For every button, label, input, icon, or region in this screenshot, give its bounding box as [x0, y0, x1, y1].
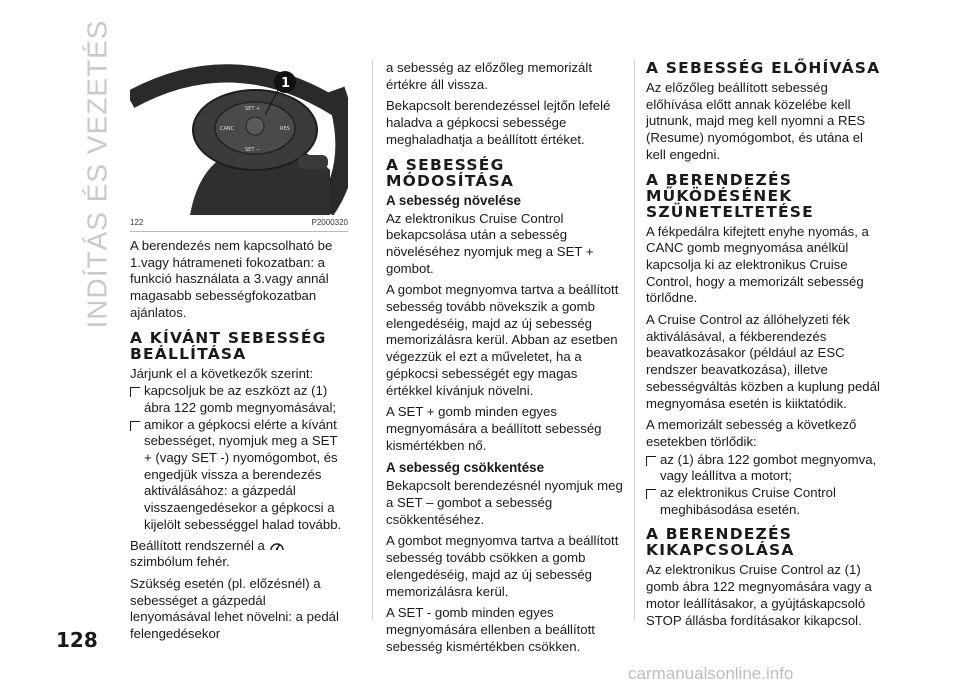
bullet-text: kapcsoljuk be az eszközt az (1) ábra 122 gomb megnyomásával;	[144, 383, 337, 415]
canc-label: CANC	[220, 126, 235, 132]
heading-setting-speed: A KÍVÁNT SEBESSÉG BEÁLLÍTÁSA	[130, 328, 327, 363]
increase-paragraph-2: A gombot megnyomva tartva a beállított sebesség tovább növekszik a gomb elengedéséig, majd az új sebesség memorizálásra kerül. Abban az esetben végezzük el ezt a műveletet, ha a gépkocsi sebességét egy magas értékkel kívánjuk növelni.	[386, 282, 619, 398]
bullet-text: amikor a gépkocsi elérte a kívánt sebességet, nyomjuk meg a SET + (vagy SET -) nyomógombot, és engedjük vissza a berendezés aktiválásához: a gázpedál visszaengedésekor a gépkocsi a kijelölt sebességgel halad tovább.	[144, 416, 342, 532]
continued-paragraph: a sebesség az előzőleg memorizált értékre áll vissza.	[386, 60, 592, 92]
column-1	[130, 60, 348, 648]
overtake-paragraph: Szükség esetén (pl. előzésnél) a sebességet a gázpedál lenyomásával lehet növelni: a pedál felengedésekor	[130, 575, 339, 642]
bullet-text: az elektronikus Cruise Control meghibásodása esetén.	[660, 485, 836, 517]
list-item	[646, 485, 886, 518]
list-item	[130, 417, 348, 534]
downhill-paragraph: Bekapcsolt berendezéssel lejtőn lefelé haladva a gépkocsi sebessége meghaladhatja a beállított értéket.	[386, 98, 611, 147]
column-divider	[372, 60, 373, 620]
symbol-text-before: Beállított rendszernél a	[130, 537, 265, 553]
symbol-text-after: szimbólum fehér.	[130, 554, 230, 570]
list-item	[646, 452, 886, 485]
interrupt-paragraph-1: A fékpedálra kifejtett enyhe nyomás, a CANC gomb megnyomása anélkül kapcsolja ki az elektronikus Cruise Control, hogy a memorizált sebesség törlődne.	[646, 223, 869, 306]
switch-off-paragraph: Az elektronikus Cruise Control az (1) gomb ábra 122 megnyomására vagy a motor leállításakor, a gyújtáskapcsoló STOP állásba fordításakor kikapcsol.	[646, 562, 872, 628]
section-side-title	[80, 19, 114, 329]
heading-recall-speed: A SEBESSÉG ELŐHÍVÁSA	[646, 59, 881, 77]
figure-number: 122	[130, 218, 144, 227]
recall-paragraph: Az előzőleg beállított sebesség előhívása előtt annak közelébe kell jutnunk, majd meg kell nyomni a RES (Resume) nyomógombot, és utána el kell engedni.	[646, 80, 866, 162]
intro-paragraph: A berendezés nem kapcsolható be 1.vagy hátrameneti fokozatban: a funkció használata a 3.vagy annál magasabb sebességfokozatban ajánlatos.	[130, 238, 333, 320]
heading-interrupt: A BERENDEZÉS MŰKÖDÉSÉNEK SZÜNETELTETÉSE	[646, 170, 814, 221]
res-label: RES	[280, 126, 290, 132]
bullet-icon	[130, 387, 140, 397]
heading-switch-off: A BERENDEZÉS KIKAPCSOLÁSA	[646, 525, 795, 560]
symbol-paragraph	[130, 538, 348, 571]
callout-number: 1	[281, 76, 291, 91]
bullet-icon	[646, 489, 656, 499]
bullet-icon	[646, 456, 656, 466]
steering-wheel-illustration	[130, 60, 348, 215]
increase-paragraph-1: Az elektronikus Cruise Control bekapcsolása után a sebesség növeléséhez nyomjuk meg a SET + gombot.	[386, 210, 594, 276]
column-divider	[634, 60, 635, 620]
watermark: carmanualsonline.info	[628, 664, 794, 683]
bullet-icon	[130, 421, 140, 431]
interrupt-paragraph-3: A memorizált sebesség a következő esetekben törlődik:	[646, 417, 857, 449]
decrease-paragraph-1: Bekapcsolt berendezésnél nyomjuk meg a SET – gombot a sebesség csökkentéséhez.	[386, 478, 623, 527]
interrupt-paragraph-2: A Cruise Control az állóhelyzeti fék aktiválásával, a fékberendezés beavatkozásakor (például az ESC rendszer beavatkozása), illetve sebességváltás közben a kuplung pedál megnyomása esetén is kiiktatódik.	[646, 312, 880, 411]
column-3	[646, 60, 886, 634]
page-number: 128	[56, 628, 98, 652]
side-title-text: INDÍTÁS ÉS VEZETÉS	[81, 19, 113, 329]
figure-caption	[130, 215, 348, 232]
cruise-control-icon	[269, 539, 285, 553]
column-2	[386, 60, 626, 660]
steering-wheel-figure	[130, 60, 348, 215]
figure-code: P2000320	[311, 218, 348, 227]
increase-paragraph-3: A SET + gomb minden egyes megnyomására a beállított sebesség kismértékben nő.	[386, 404, 602, 453]
set-plus-label: SET +	[245, 106, 261, 112]
decrease-paragraph-2: A gombot megnyomva tartva a beállított sebesség tovább csökken a gomb elengedéséig, majd az új sebesség memorizálásra kerül.	[386, 533, 619, 599]
heading-change-speed: A SEBESSÉG MÓDOSÍTÁSA	[386, 155, 515, 190]
steps-paragraph: Járjunk el a következők szerint:	[130, 365, 314, 381]
list-item	[130, 383, 348, 416]
set-minus-label: SET −	[245, 147, 261, 153]
subheading-increase: A sebesség növelése	[386, 192, 521, 208]
subheading-decrease: A sebesség csökkentése	[386, 460, 545, 476]
bullet-text: az (1) ábra 122 gombot megnyomva, vagy leállítva a motort;	[660, 451, 877, 484]
decrease-paragraph-3: A SET - gomb minden egyes megnyomására ellenben a beállított sebesség kismértékben csökken.	[386, 605, 595, 654]
